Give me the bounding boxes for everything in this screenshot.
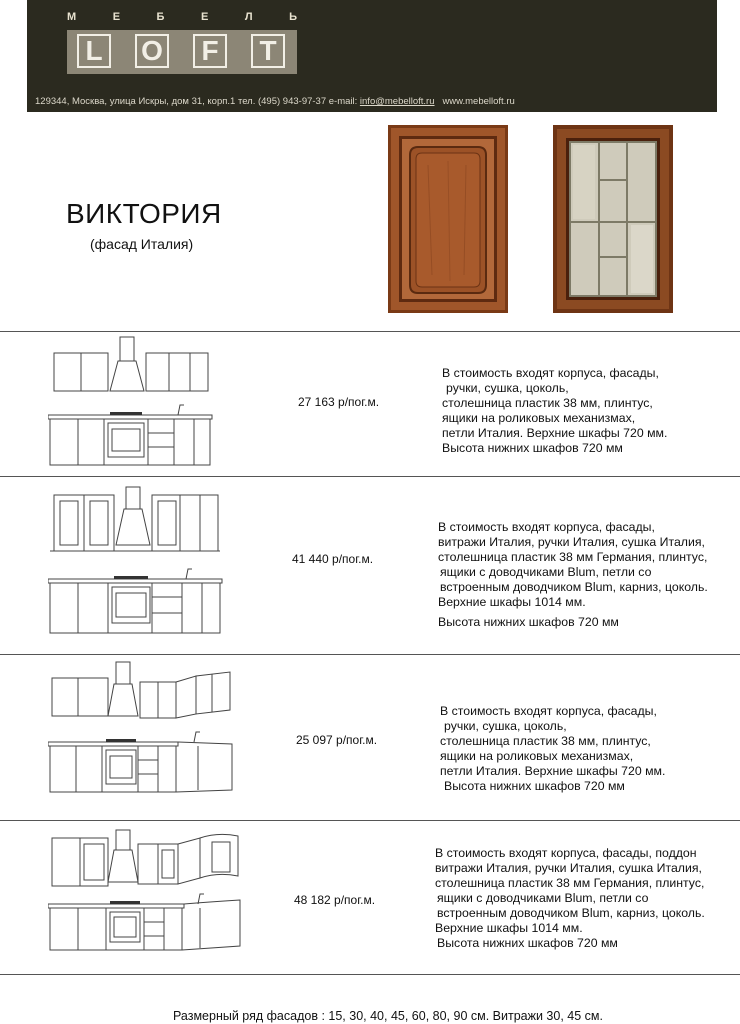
row-divider (0, 331, 740, 332)
description-line: В стоимость входят корпуса, фасады, (442, 366, 659, 380)
description-line: встроенным доводчиком Blum, карниз, цоколь. (440, 580, 708, 594)
logo-subtitle (67, 11, 297, 23)
contact-line (35, 96, 515, 107)
logo-letter: O (135, 34, 169, 68)
email-link[interactable]: info@mebelloft.ru (359, 96, 435, 107)
kitchen-sketch-straight-glass (48, 485, 224, 640)
description-line: В стоимость входят корпуса, фасады, поддон (435, 846, 697, 860)
description-line: витражи Италия, ручки Италия, сушка Италия, (435, 861, 702, 875)
description-line: встроенным доводчиком Blum, карниз, цоколь. (437, 906, 705, 920)
description-line: столешница пластик 38 мм Германия, плинтус, (435, 876, 705, 890)
description-line: В стоимость входят корпуса, фасады, (440, 704, 657, 718)
price: 25 097 р/пог.м. (296, 733, 378, 747)
logo-letter: Е (200, 11, 209, 23)
row-divider (0, 476, 740, 477)
price: 27 163 р/пог.м. (298, 395, 380, 409)
header-banner (27, 0, 717, 112)
description (438, 520, 708, 630)
logo-letter: L (77, 34, 111, 68)
description (442, 366, 667, 456)
description-line: Высота нижних шкафов 720 мм (444, 779, 625, 793)
logo-letter: М (67, 11, 77, 23)
product-title: ВИКТОРИЯ (66, 198, 222, 229)
price: 48 182 р/пог.м. (294, 893, 376, 907)
description-line: Высота нижних шкафов 720 мм (438, 615, 619, 629)
description-line: ящики на роликовых механизмах, (442, 411, 636, 425)
description-line: Высота нижних шкафов 720 мм (437, 936, 618, 950)
description-line: Верхние шкафы 1014 мм. (435, 921, 583, 935)
row-divider (0, 974, 740, 975)
address-text: 129344, Москва, улица Искры, дом 31, корп.1 тел. (495) 943-97-37 e-mail: (35, 96, 360, 107)
product-subtitle: (фасад Италия) (90, 236, 194, 252)
description-line: В стоимость входят корпуса, фасады, (438, 520, 655, 534)
description (440, 704, 665, 794)
logo-letter: T (251, 34, 285, 68)
logo-letter: Е (112, 11, 121, 23)
logo-letter: Л (244, 11, 253, 23)
description-line: столешница пластик 38 мм Германия, плинтус, (438, 550, 708, 564)
description-line: Верхние шкафы 1014 мм. (438, 595, 586, 609)
glass-door-image (553, 125, 673, 313)
facade-sizes-note: Размерный ряд фасадов : 15, 30, 40, 45, 60, 80, 90 см. Витражи 30, 45 см. (173, 1009, 603, 1023)
kitchen-sketch-straight (48, 335, 216, 470)
website-link[interactable]: www.mebelloft.ru (442, 96, 515, 107)
price: 41 440 р/пог.м. (292, 552, 374, 566)
description-line: петли Италия. Верхние шкафы 720 мм. (442, 426, 668, 440)
description-line: петли Италия. Верхние шкафы 720 мм. (440, 764, 666, 778)
kitchen-sketch-corner-glass (48, 828, 244, 956)
logo-letter: Б (156, 11, 165, 23)
description (435, 846, 705, 951)
row-divider (0, 654, 740, 655)
description-line: ящики с доводчиками Blum, петли со (437, 891, 649, 905)
description-line: ручки, сушка, цоколь, (444, 719, 567, 733)
kitchen-sketch-corner (48, 660, 234, 800)
description-line: Высота нижних шкафов 720 мм (442, 441, 623, 455)
description-line: витражи Италия, ручки Италия, сушка Италия, (438, 535, 705, 549)
logo-letter: F (193, 34, 227, 68)
description-line: столешница пластик 38 мм, плинтус, (440, 734, 651, 748)
logo (67, 30, 297, 74)
description-line: ящики с доводчиками Blum, петли со (440, 565, 652, 579)
logo-letter: Ь (289, 11, 297, 23)
description-line: столешница пластик 38 мм, плинтус, (442, 396, 653, 410)
description-line: ручки, сушка, цоколь, (446, 381, 569, 395)
row-divider (0, 820, 740, 821)
description-line: ящики на роликовых механизмах, (440, 749, 634, 763)
solid-door-image (388, 125, 508, 313)
